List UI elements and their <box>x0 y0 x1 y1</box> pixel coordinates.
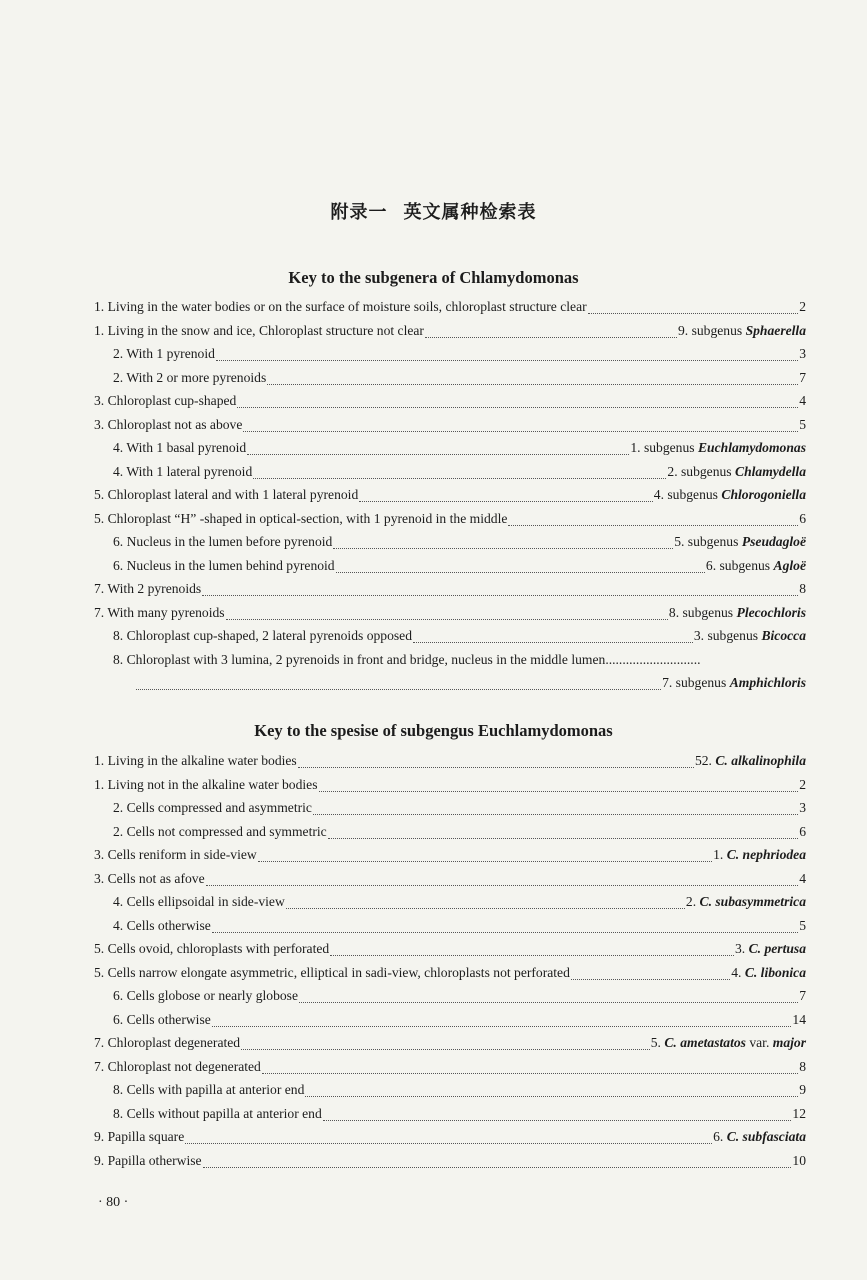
key-row-ref: 2. subgenus <box>667 463 732 479</box>
key-row-text: 2. Cells compressed and asymmetric <box>113 800 312 815</box>
key-row-text: 3. Cells reniform in side-view <box>94 847 257 862</box>
key-row-ref: 7 <box>799 369 806 385</box>
key-row <box>94 440 806 464</box>
key-row-result <box>667 464 806 480</box>
dot-leader <box>299 1002 798 1003</box>
key-row-text: 1. Living not in the alkaline water bodies <box>94 776 318 792</box>
key-row-text: 8. Chloroplast cup-shaped, 2 lateral pyrenoids opposed <box>113 628 412 643</box>
key-row-trail: ............................ <box>605 651 701 667</box>
dot-leader <box>202 595 798 596</box>
key-row-result <box>674 534 806 550</box>
key-row-text: 5. Cells ovoid, chloroplasts with perforated <box>94 941 330 956</box>
dot-leader <box>212 932 798 933</box>
key-row-ref: 52. <box>694 753 712 768</box>
dot-leader <box>243 431 798 432</box>
key-row-result <box>792 1153 806 1169</box>
key-row-suffix: var. <box>749 1035 770 1050</box>
dot-leader <box>328 838 799 839</box>
dot-leader <box>262 1073 798 1074</box>
key-row <box>94 824 806 848</box>
key-row <box>94 894 806 918</box>
key-row-taxon: C. libonica <box>744 964 806 980</box>
key-row-text: 7. With 2 pyrenoids <box>94 581 202 596</box>
dot-leader <box>216 360 798 361</box>
key-row-text: 5. Chloroplast “H” -shaped in optical-section, with 1 pyrenoid in the middle <box>94 510 508 526</box>
dot-leader <box>241 1049 650 1050</box>
key-row <box>94 487 806 511</box>
key-row-ref: 10 <box>792 1152 806 1168</box>
dot-leader <box>226 619 668 620</box>
key-row <box>94 558 806 582</box>
key-row-text: 3. Chloroplast cup-shaped <box>94 393 237 408</box>
key-row <box>94 988 806 1012</box>
key-row-result <box>799 393 806 409</box>
key-row-ref: 5. <box>650 1035 661 1050</box>
key-row-result <box>799 370 806 386</box>
key-row-result <box>735 941 806 957</box>
key-row-result <box>713 847 806 863</box>
key-row-taxon: Chlamydella <box>735 463 806 479</box>
key-row <box>94 581 806 605</box>
key-row-taxon: C. nephriodea <box>726 847 806 862</box>
key-row-taxon: Sphaerella <box>745 322 806 338</box>
key-row-text: 2. With 2 or more pyrenoids <box>113 369 267 385</box>
key-row-ref: 2 <box>799 299 806 314</box>
key-row-text: 7. With many pyrenoids <box>94 604 225 620</box>
dot-leader <box>333 548 673 549</box>
key-row-text: 3. Cells not as afove <box>94 870 205 886</box>
key-row-taxon: C. ametastatos <box>664 1035 746 1050</box>
appendix-heading: 英文属种检索表 <box>403 202 537 222</box>
key-row-ref: 5 <box>799 917 806 933</box>
key-row-ref: 5 <box>799 416 806 432</box>
key-row-result <box>630 440 806 456</box>
key-row-text: 4. With 1 lateral pyrenoid <box>113 463 253 479</box>
key-row-result <box>706 558 806 574</box>
key-row-ref: 8 <box>799 581 806 596</box>
key-row-result <box>792 1012 806 1028</box>
key-row <box>94 417 806 441</box>
key-row-taxon: C. subfasciata <box>726 1129 806 1144</box>
key-row-text: 1. Living in the snow and ice, Chloroplast structure not clear <box>94 322 424 338</box>
key-row-result <box>799 918 806 934</box>
key-row-taxon: C. pertusa <box>748 941 806 956</box>
dot-leader <box>185 1143 712 1144</box>
key-row-text: 5. Cells narrow elongate asymmetric, elliptical in sadi-view, chloroplasts not perforated <box>94 964 570 980</box>
key-row-text: 9. Papilla square <box>94 1129 185 1144</box>
section-title-species: Key to the spesise of subgengus Euchlamydomonas <box>254 721 613 740</box>
key-row-ref: 3. subgenus <box>693 628 759 643</box>
key-row-text: 6. Cells globose or nearly globose <box>113 988 298 1003</box>
key-row-continuation <box>94 675 806 699</box>
key-row-result <box>799 511 806 527</box>
key-list-subgenera <box>94 299 806 699</box>
key-row-taxon: Plecochloris <box>736 604 806 620</box>
key-row-taxon: Euchlamydomonas <box>697 440 806 455</box>
key-row-taxon: C. subasymmetrica <box>699 894 806 909</box>
key-row <box>94 1035 806 1059</box>
key-row <box>94 299 806 323</box>
key-row-text: 6. Nucleus in the lumen behind pyrenoid <box>113 557 335 573</box>
key-row <box>94 965 806 989</box>
key-row-ref: 14 <box>792 1011 806 1027</box>
key-row-result <box>654 487 806 503</box>
key-row-ref: 4. <box>731 964 742 980</box>
key-row-result <box>686 894 806 910</box>
key-row-text: 3. Chloroplast not as above <box>94 416 243 432</box>
key-row-ref: 6 <box>799 823 806 839</box>
key-row-result <box>792 1106 806 1122</box>
dot-leader <box>508 525 798 526</box>
section-title-subgenera: Key to the subgenera of Chlamydomonas <box>288 268 579 287</box>
key-row-ref: 3 <box>799 800 806 815</box>
key-row-ref: 7. subgenus <box>662 675 727 690</box>
key-row-text: 6. Nucleus in the lumen before pyrenoid <box>113 534 333 549</box>
key-row-result <box>799 871 806 887</box>
appendix-title <box>0 198 867 224</box>
key-row-taxon: Bicocca <box>761 628 806 643</box>
key-row-text: 8. Chloroplast with 3 lumina, 2 pyrenoids in front and bridge, nucleus in the middle lumen <box>113 651 606 667</box>
dot-leader <box>425 337 677 338</box>
key-row <box>94 1059 806 1083</box>
key-row-ref: 2 <box>799 776 806 792</box>
key-row-result <box>799 1082 806 1098</box>
key-row <box>94 1129 806 1153</box>
key-row-text: 1. Living in the alkaline water bodies <box>94 753 297 768</box>
key-row-result <box>694 628 806 644</box>
key-row-text: 8. Cells without papilla at anterior end <box>113 1105 322 1121</box>
key-row <box>94 1153 806 1177</box>
key-row-ref: 3. <box>734 941 746 956</box>
key-row-result <box>799 1059 806 1075</box>
key-row-ref: 7 <box>799 988 806 1003</box>
key-row-ref: 9. subgenus <box>677 322 743 338</box>
key-row-text: 6. Cells otherwise <box>113 1011 211 1027</box>
key-row-ref: 4 <box>799 393 806 408</box>
key-row <box>94 534 806 558</box>
dot-leader <box>588 313 799 314</box>
key-row <box>94 605 806 629</box>
dot-leader <box>212 1026 792 1027</box>
dot-leader <box>237 407 798 408</box>
key-row-ref: 5. subgenus <box>674 534 739 549</box>
dot-leader <box>319 791 799 792</box>
key-row-ref: 8 <box>799 1058 806 1074</box>
dot-leader <box>413 642 693 643</box>
key-row-result <box>713 1129 806 1145</box>
key-row-text: 2. With 1 pyrenoid <box>113 346 215 361</box>
dot-leader <box>267 384 798 385</box>
key-row-result <box>799 800 806 816</box>
dot-leader <box>286 908 685 909</box>
appendix-label: 附录一 <box>330 202 388 222</box>
key-row <box>94 871 806 895</box>
key-row-result <box>799 777 806 793</box>
dot-leader <box>298 767 694 768</box>
key-row-ref: 1. subgenus <box>630 440 695 455</box>
key-row-text: 5. Chloroplast lateral and with 1 lateral pyrenoid <box>94 487 359 502</box>
key-row-result <box>731 965 806 981</box>
key-row <box>94 511 806 535</box>
key-row-text: 7. Chloroplast not degenerated <box>94 1058 261 1074</box>
key-row-ref: 12 <box>792 1105 806 1121</box>
key-row-ref: 9 <box>799 1082 806 1097</box>
key-row <box>94 393 806 417</box>
key-row-result <box>799 346 806 362</box>
key-row-ref: 8. subgenus <box>668 604 734 620</box>
key-row-result <box>799 299 806 315</box>
dot-leader <box>258 861 712 862</box>
key-row-result <box>799 988 806 1004</box>
key-row <box>94 918 806 942</box>
key-row-result <box>799 824 806 840</box>
dot-leader <box>136 689 661 690</box>
key-row-text: 9. Papilla otherwise <box>94 1152 202 1168</box>
dot-leader <box>336 572 705 573</box>
dot-leader <box>313 814 798 815</box>
key-row <box>94 753 806 777</box>
key-row-taxon: Pseudagloë <box>741 534 806 549</box>
dot-leader <box>571 979 730 980</box>
key-row-taxon: Chlorogoniella <box>721 487 806 502</box>
dot-leader <box>323 1120 792 1121</box>
key-row <box>94 1082 806 1106</box>
key-row-ref: 6 <box>799 510 806 526</box>
key-row <box>94 941 806 965</box>
key-row-suffix-taxon: major <box>772 1035 806 1050</box>
key-row <box>94 652 806 676</box>
key-row <box>94 323 806 347</box>
key-row-result <box>678 323 806 339</box>
key-row-ref: 6. subgenus <box>705 557 771 573</box>
key-row <box>94 777 806 801</box>
dot-leader <box>247 454 629 455</box>
key-row-ref: 6. <box>713 1129 724 1144</box>
key-row-result <box>651 1035 806 1051</box>
key-row-text: 4. Cells ellipsoidal in side-view <box>113 894 285 909</box>
key-row <box>94 847 806 871</box>
key-row-taxon: Amphichloris <box>729 675 806 690</box>
key-row <box>94 800 806 824</box>
dot-leader <box>330 955 734 956</box>
key-row <box>94 628 806 652</box>
dot-leader <box>253 478 666 479</box>
key-row-text: 1. Living in the water bodies or on the surface of moisture soils, chloroplast structure clear <box>94 299 587 314</box>
key-row-result <box>799 417 806 433</box>
dot-leader <box>305 1096 798 1097</box>
key-row <box>94 1106 806 1130</box>
key-row-ref: 3 <box>799 346 806 361</box>
key-row <box>94 370 806 394</box>
key-row-ref: 4. subgenus <box>653 487 718 502</box>
dot-leader <box>359 501 653 502</box>
key-row-text: 7. Chloroplast degenerated <box>94 1035 241 1050</box>
key-row-text: 2. Cells not compressed and symmetric <box>113 823 327 839</box>
key-row-text: 4. With 1 basal pyrenoid <box>113 440 247 455</box>
key-row-ref: 4 <box>799 870 806 886</box>
key-row <box>94 346 806 370</box>
key-row <box>94 464 806 488</box>
key-row-text: 8. Cells with papilla at anterior end <box>113 1082 305 1097</box>
dot-leader <box>206 885 799 886</box>
page-number: · 80 · <box>98 1195 129 1210</box>
key-list-species <box>94 753 806 1176</box>
key-row-result <box>695 753 806 769</box>
key-row-ref: 1. <box>713 847 724 862</box>
key-row-taxon: C. alkalinophila <box>715 753 806 768</box>
key-row-result <box>662 675 806 691</box>
key-row-text: 4. Cells otherwise <box>113 917 211 933</box>
key-row-result <box>669 605 806 621</box>
key-row <box>94 1012 806 1036</box>
key-row-ref: 2. <box>685 894 697 909</box>
dot-leader <box>203 1167 792 1168</box>
key-row-taxon: Agloë <box>773 557 806 573</box>
key-row-result <box>799 581 806 597</box>
